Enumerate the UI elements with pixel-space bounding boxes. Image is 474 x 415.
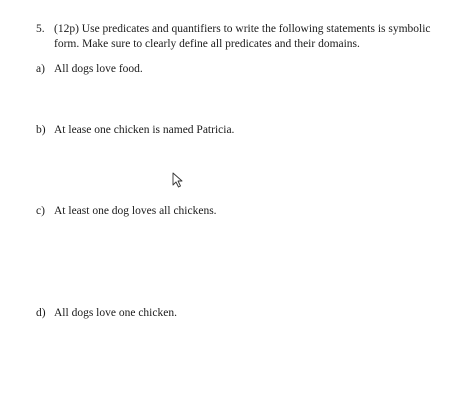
part-letter: b) (36, 124, 46, 136)
part-d (36, 306, 177, 321)
part-c (36, 204, 217, 219)
part-text: At least one dog loves all chickens. (54, 205, 217, 217)
part-letter: c) (36, 205, 45, 217)
question-header (36, 22, 456, 52)
mouse-pointer-icon (172, 172, 184, 188)
part-b (36, 123, 234, 138)
part-a (36, 62, 143, 77)
part-text: At lease one chicken is named Patricia. (54, 124, 235, 136)
part-text: All dogs love one chicken. (54, 307, 177, 319)
question-number: 5. (36, 23, 45, 35)
part-letter: a) (36, 63, 45, 75)
part-letter: d) (36, 307, 46, 319)
part-text: All dogs love food. (54, 63, 143, 75)
question-text: (12p) Use predicates and quantifiers to write the following statements is symbolic form. Make sure to clearly define all predicates and their domains. (54, 23, 431, 50)
